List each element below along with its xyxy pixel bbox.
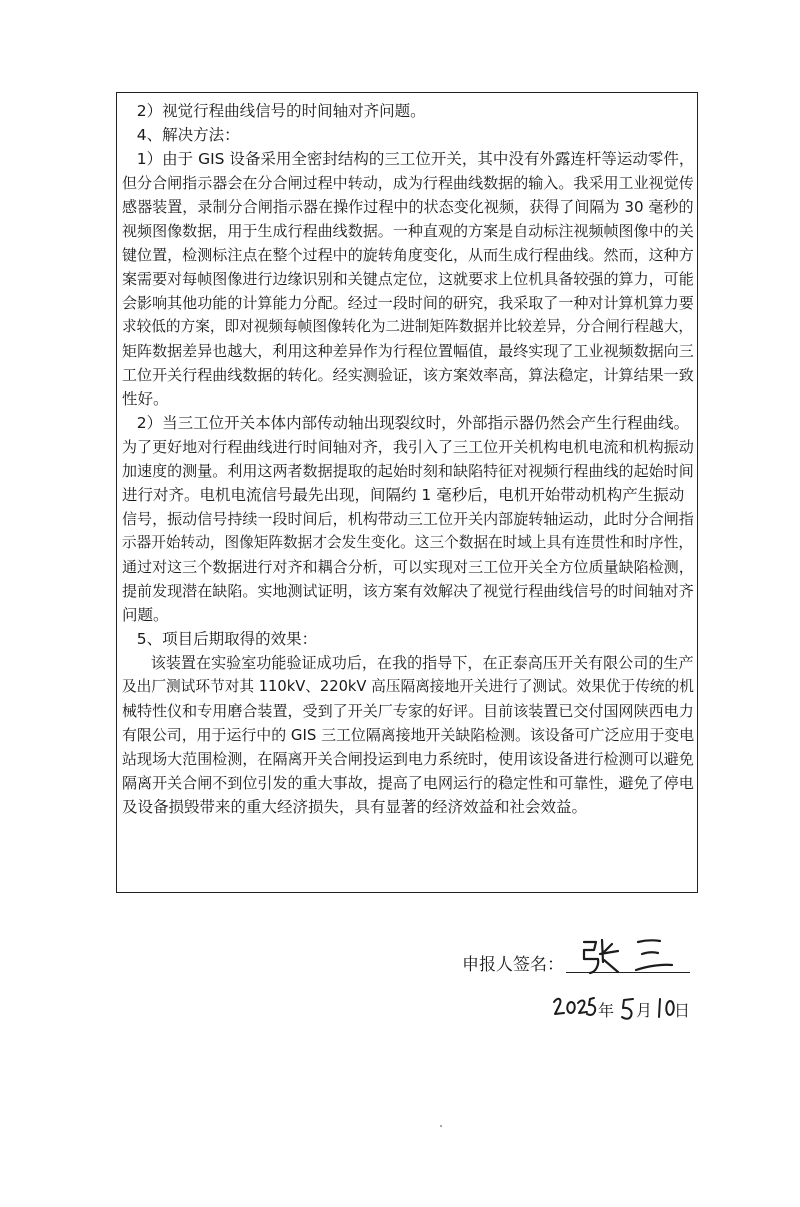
text-line: 及设备损毁带来的重大经济损失，具有显著的经济效益和社会效益。 — [122, 798, 588, 816]
year-label: 年 — [598, 1001, 615, 1020]
text-line: 及出厂测试环节对其 110kV、220kV 高压隔离接地开关进行了测试。效果优于传统的机 — [122, 678, 694, 695]
text-line: 加速度的测量。利用这两者数据提取的起始时刻和缺陷特征对视频行程曲线的起始时间 — [122, 462, 694, 480]
text-line: 会影响其他功能的计算能力分配。经过一段时间的研究，我采取了一种对计算机算力要 — [122, 294, 694, 312]
text-line: 该装置在实验室功能验证成功后，在我的指导下，在正泰高压开关有限公司的生产 — [122, 654, 694, 672]
text-line: 1）由于 GIS 设备采用全密封结构的三工位开关，其中没有外露连杆等运动零件， — [122, 150, 695, 168]
month-label: 月 — [636, 1001, 653, 1020]
text-line: 2）当三工位开关本体内部传动轴出现裂纹时，外部指示器仍然会产生行程曲线。 — [122, 414, 690, 432]
text-line: 隔离开关合闸不到位引发的重大事故，提高了电网运行的稳定性和可靠性，避免了停电 — [122, 774, 694, 792]
text-line: 示器开始转动，图像矩阵数据才会发生变化。这三个数据在时域上具有连贯性和时序性， — [122, 534, 693, 551]
text-line: 进行对齐。电机电流信号最先出现，间隔约 1 毫秒后，电机开始带动机构产生振动 — [122, 486, 685, 504]
handwritten-signature — [578, 932, 688, 980]
handwritten-month — [618, 990, 638, 1026]
text-line: 5、项目后期取得的效果： — [122, 630, 318, 648]
text-line: 矩阵数据差异也越大，利用这种差异作为行程位置幅值，最终实现了工业视频数据向三 — [122, 342, 694, 360]
handwritten-year — [552, 990, 598, 1026]
text-line: 械特性仪和专用磨合装置，受到了开关厂专家的好评。目前该装置已交付国网陕西电力 — [122, 702, 694, 720]
signature-label: 申报人签名： — [462, 955, 564, 975]
text-line: 问题。 — [122, 606, 169, 624]
text-line: 工位开关行程曲线数据的转化。经实测验证，该方案效率高，算法稳定，计算结果一致 — [122, 366, 694, 384]
text-line: 提前发现潜在缺陷。实地测试证明，该方案有效解决了视觉行程曲线信号的时间轴对齐 — [122, 582, 694, 600]
text-line: 求较低的方案，即对视频每帧图像转化为二进制矩阵数据并比较差异，分合闸行程越大， — [122, 318, 693, 335]
text-line: 2）视觉行程曲线信号的时间轴对齐问题。 — [122, 102, 426, 120]
text-line: 4、解决方法： — [122, 126, 240, 144]
text-line: 通过对这三个数据进行对齐和耦合分析，可以实现对三工位开关全方位质量缺陷检测， — [122, 558, 694, 576]
signature-date — [552, 990, 702, 1030]
text-line: 视频图像数据，用于生成行程曲线数据。一种直观的方案是自动标注视频帧图像中的关 — [122, 222, 694, 240]
text-line: 站现场大范围检测，在隔离开关合闸投运到电力系统时，使用该设备进行检测可以避免 — [122, 750, 694, 768]
text-line: 性好。 — [122, 390, 169, 408]
text-line: 感器装置，录制分合闸指示器在操作过程中的状态变化视频，获得了间隔为 30 毫秒的 — [122, 198, 694, 216]
text-line: 为了更好地对行程曲线进行时间轴对齐，我引入了三工位开关机构电机电流和机构振动 — [122, 438, 694, 456]
text-line: 有限公司，用于运行中的 GIS 三工位隔离接地开关缺陷检测。该设备可广泛应用于变电 — [122, 726, 695, 744]
text-line: 信号，振动信号持续一段时间后，机构带动三工位开关内部旋转轴运动，此时分合闸指 — [122, 510, 694, 528]
scan-speck — [440, 1125, 442, 1127]
text-line: 但分合闸指示器会在分合闸过程中转动，成为行程曲线数据的输入。我采用工业视觉传 — [122, 174, 694, 192]
day-label: 日 — [674, 1001, 691, 1020]
text-line: 案需要对每帧图像进行边缘识别和关键点定位，这就要求上位机具备较强的算力，可能 — [122, 270, 694, 288]
text-line: 键位置，检测标注点在整个过程中的旋转角度变化，从而生成行程曲线。然而，这种方 — [122, 246, 694, 264]
